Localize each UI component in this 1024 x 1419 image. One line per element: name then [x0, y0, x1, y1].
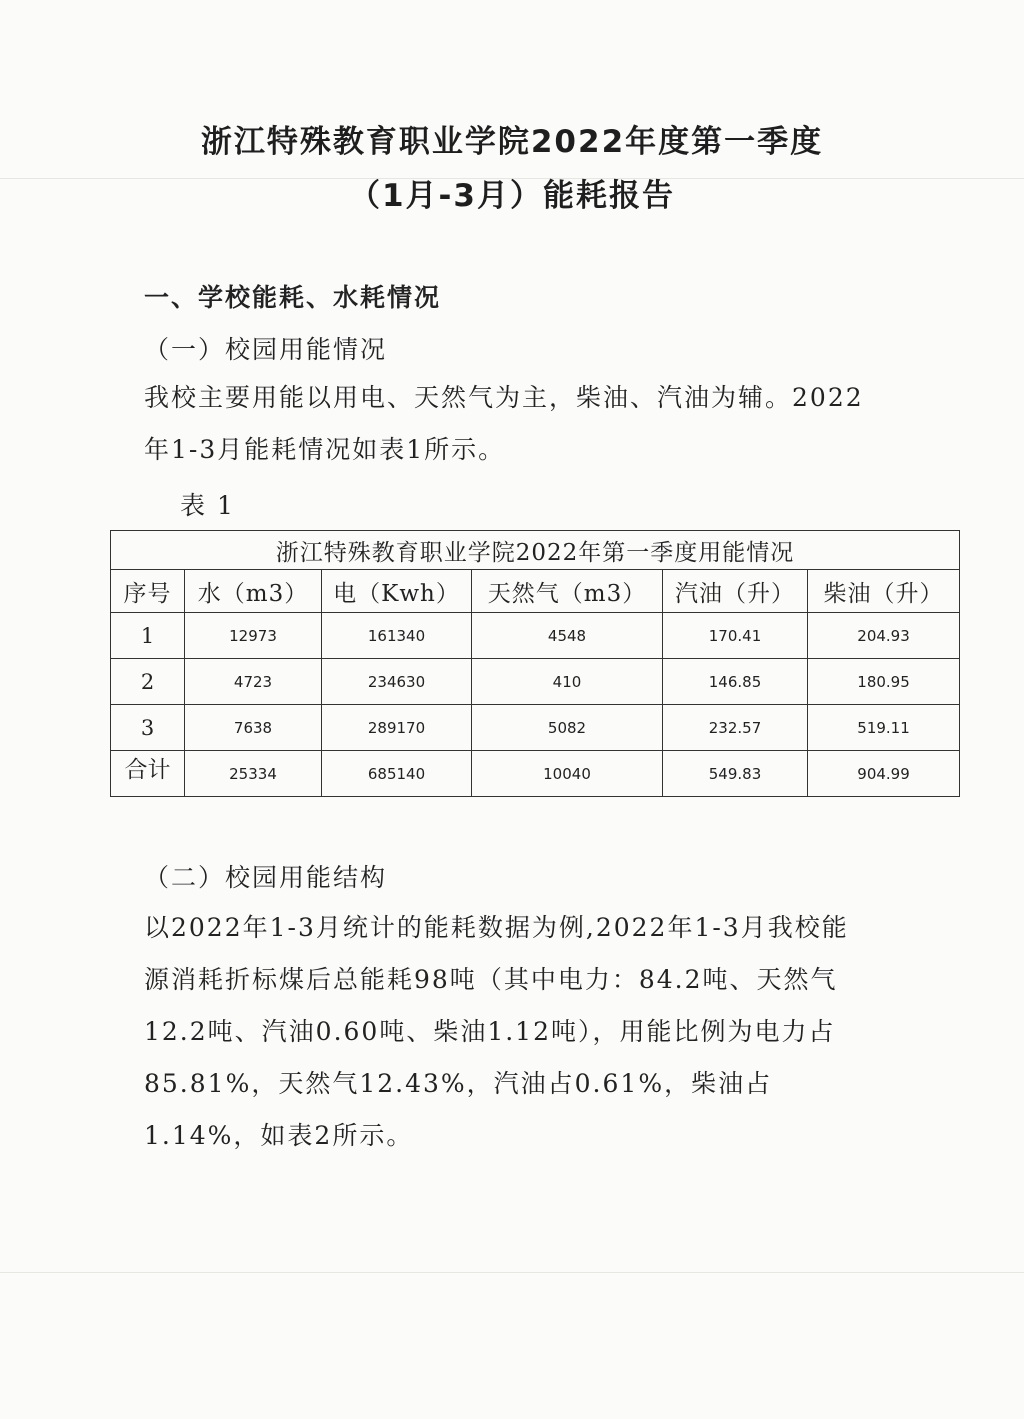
column-header-water: 水（m3）	[185, 570, 322, 613]
gasoline-cell: 232.57	[663, 705, 808, 751]
electricity-total-cell: 685140	[322, 751, 472, 797]
subsection-2-paragraph: 以2022年1-3月统计的能耗数据为例,2022年1-3月我校能源消耗折标煤后总能耗98吨（其中电力：84.2吨、天然气12.2吨、汽油0.60吨、柴油1.12吨），用能比例为电力占85.81%，天然气12.43%，汽油占0.61%，柴油占1.14%，如表2所示。	[144, 913, 849, 1150]
row-index: 1	[111, 613, 185, 659]
document-title-line-2: （1月-3月）能耗报告	[348, 178, 675, 214]
subsection-2-heading: （二）校园用能结构	[144, 863, 388, 892]
natural-gas-cell: 4548	[472, 613, 663, 659]
column-header-diesel: 柴油（升）	[808, 570, 960, 613]
electricity-cell: 161340	[322, 613, 472, 659]
total-label: 合计	[111, 751, 185, 797]
water-cell: 4723	[185, 659, 322, 705]
energy-usage-table	[110, 530, 960, 797]
column-header-gasoline: 汽油（升）	[663, 570, 808, 613]
document-title-line-1: 浙江特殊教育职业学院2022年度第一季度	[200, 124, 824, 160]
column-header-electricity: 电（Kwh）	[322, 570, 472, 613]
table-row	[111, 659, 960, 705]
diesel-cell: 519.11	[808, 705, 960, 751]
table-caption: 浙江特殊教育职业学院2022年第一季度用能情况	[111, 531, 960, 570]
water-cell: 7638	[185, 705, 322, 751]
table-label: 表 1	[180, 491, 235, 520]
diesel-cell: 204.93	[808, 613, 960, 659]
water-total-cell: 25334	[185, 751, 322, 797]
electricity-cell: 289170	[322, 705, 472, 751]
table-total-row	[111, 751, 960, 797]
row-index: 3	[111, 705, 185, 751]
gasoline-cell: 170.41	[663, 613, 808, 659]
column-header-natural-gas: 天然气（m3）	[472, 570, 663, 613]
subsection-1-paragraph: 我校主要用能以用电、天然气为主，柴油、汽油为辅。2022年1-3月能耗情况如表1所示。	[144, 383, 864, 464]
diesel-total-cell: 904.99	[808, 751, 960, 797]
water-cell: 12973	[185, 613, 322, 659]
scan-line	[0, 1272, 1024, 1273]
natural-gas-cell: 410	[472, 659, 663, 705]
table-row	[111, 613, 960, 659]
gasoline-total-cell: 549.83	[663, 751, 808, 797]
gasoline-cell: 146.85	[663, 659, 808, 705]
diesel-cell: 180.95	[808, 659, 960, 705]
section-1-heading: 一、学校能耗、水耗情况	[144, 283, 442, 312]
table-row	[111, 705, 960, 751]
natural-gas-cell: 5082	[472, 705, 663, 751]
row-index: 2	[111, 659, 185, 705]
electricity-cell: 234630	[322, 659, 472, 705]
column-header-index: 序号	[111, 570, 185, 613]
subsection-1-heading: （一）校园用能情况	[144, 335, 388, 364]
natural-gas-total-cell: 10040	[472, 751, 663, 797]
